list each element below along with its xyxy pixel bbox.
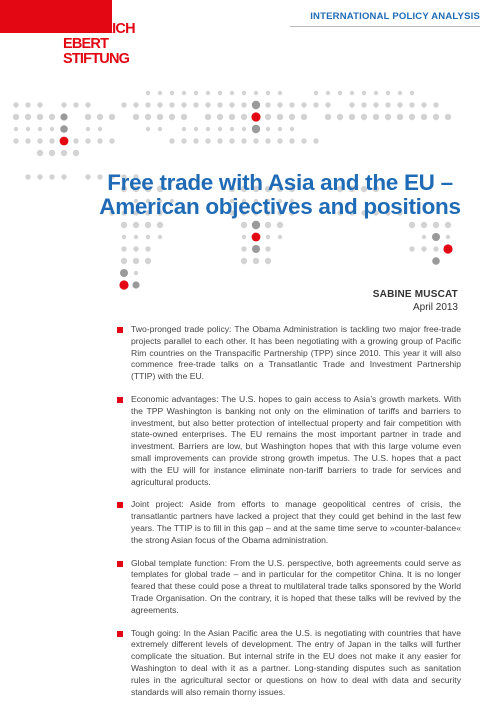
map-dot bbox=[253, 258, 259, 264]
map-dot bbox=[241, 114, 247, 120]
map-dot bbox=[60, 113, 67, 120]
map-dot bbox=[277, 114, 283, 120]
list-item bbox=[131, 394, 461, 488]
map-dot bbox=[146, 91, 150, 95]
bullet-text: Global template function: From the U.S. perspective, both agreements could serve as templates for global trade – and in particular for the competitor China. It is no longer feared that these could pose a threat to multilateral trade talks sponsored by the World Trade Organisation. On the contrary, it is hoped that these talks will be revived by the agreements. bbox=[131, 557, 461, 615]
map-dot bbox=[61, 150, 67, 156]
map-dot bbox=[38, 127, 42, 131]
map-dot bbox=[182, 127, 186, 131]
map-dot bbox=[217, 138, 222, 143]
map-dot bbox=[121, 246, 126, 251]
map-dot-highlight bbox=[443, 244, 452, 253]
map-dot bbox=[445, 114, 451, 120]
map-dot bbox=[266, 91, 270, 95]
map-dot bbox=[158, 127, 162, 131]
map-dot bbox=[193, 138, 198, 143]
map-dot bbox=[433, 102, 438, 107]
map-dot bbox=[133, 258, 139, 264]
map-dot bbox=[170, 91, 174, 95]
map-dot-highlight bbox=[60, 137, 69, 146]
map-dot bbox=[49, 114, 55, 120]
map-dot bbox=[134, 271, 138, 275]
map-dot bbox=[49, 150, 55, 156]
map-dot bbox=[397, 114, 403, 120]
map-dot bbox=[145, 114, 151, 120]
map-dot bbox=[13, 102, 18, 107]
page-title bbox=[80, 171, 480, 219]
map-dot bbox=[230, 127, 234, 131]
map-dot bbox=[181, 114, 187, 120]
map-dot bbox=[289, 102, 294, 107]
map-dot bbox=[122, 235, 126, 239]
map-dot bbox=[25, 114, 31, 120]
map-dot bbox=[229, 102, 234, 107]
map-dot bbox=[266, 235, 270, 239]
map-dot bbox=[252, 125, 260, 133]
map-dot bbox=[37, 174, 42, 179]
map-dot bbox=[325, 102, 330, 107]
map-dot bbox=[242, 235, 246, 239]
map-dot bbox=[397, 102, 402, 107]
summary-list bbox=[131, 324, 461, 709]
map-dot bbox=[133, 114, 139, 120]
map-dot bbox=[265, 102, 270, 107]
map-dot bbox=[193, 102, 198, 107]
map-dot bbox=[314, 91, 318, 95]
map-dot bbox=[97, 114, 103, 120]
map-dot bbox=[266, 127, 270, 131]
map-dot bbox=[146, 127, 150, 131]
map-dot bbox=[361, 114, 367, 120]
map-dot bbox=[109, 114, 115, 120]
map-dot-highlight bbox=[119, 280, 128, 289]
map-dot bbox=[386, 91, 390, 95]
map-dot bbox=[169, 138, 174, 143]
map-dot bbox=[373, 102, 378, 107]
map-dot bbox=[73, 102, 78, 107]
map-dot bbox=[373, 114, 379, 120]
map-dot bbox=[432, 233, 440, 241]
map-dot bbox=[422, 235, 426, 239]
map-dot bbox=[433, 246, 438, 251]
map-dot bbox=[181, 138, 186, 143]
map-dot bbox=[37, 114, 43, 120]
map-dot bbox=[134, 235, 138, 239]
map-dot bbox=[278, 235, 282, 239]
map-dot bbox=[265, 114, 271, 120]
map-dot bbox=[133, 222, 139, 228]
map-dot bbox=[252, 245, 260, 253]
title-line-1: Free trade with Asia and the EU – bbox=[107, 170, 453, 195]
map-dot bbox=[421, 222, 427, 228]
map-dot bbox=[194, 91, 198, 95]
map-dot bbox=[409, 246, 414, 251]
map-dot bbox=[181, 102, 186, 107]
map-dot bbox=[230, 91, 234, 95]
map-dot bbox=[409, 114, 415, 120]
map-dot bbox=[241, 102, 246, 107]
map-dot bbox=[85, 102, 90, 107]
map-dot bbox=[265, 246, 270, 251]
list-item bbox=[131, 324, 461, 383]
map-dot bbox=[301, 114, 307, 120]
map-dot bbox=[289, 138, 294, 143]
map-dot bbox=[301, 138, 306, 143]
map-dot bbox=[157, 102, 162, 107]
map-dot bbox=[132, 281, 139, 288]
map-dot bbox=[242, 127, 246, 131]
bullet-text: Tough going: In the Asian Pacific area the U.S. is negotiating with countries that have extremely different levels of development. The entry of Japan in the talks will further complicate the situation. But internal strife in the EU does not make it any easier for Washington to deal with it as a partner. Long-standing disputes such as sanitation rules in the agricultural sector or questions on how to deal with data and security standards will also remain thorny issues. bbox=[131, 627, 461, 697]
bullet-text: Two-pronged trade policy: The Obama Administration is tackling two major free-trade projects parallel to each other. It has been negotiating with a growing group of Pacific Rim countries on the Transpacific Partnership (TPP) since 2010. This year it will also commence free-trade talks on a Transatlantic Trade and Investment Partnership (TTIP) with the EU. bbox=[131, 324, 461, 382]
map-dot bbox=[410, 91, 414, 95]
map-dot bbox=[109, 138, 114, 143]
map-dot bbox=[61, 102, 66, 107]
map-dot bbox=[85, 114, 91, 120]
map-dot bbox=[421, 102, 426, 107]
map-dot bbox=[252, 221, 260, 229]
map-dot bbox=[25, 138, 30, 143]
bullet-square-icon bbox=[117, 561, 123, 567]
map-dot bbox=[385, 102, 390, 107]
fes-logo bbox=[63, 22, 153, 67]
list-item bbox=[131, 628, 461, 699]
bullet-square-icon bbox=[117, 502, 123, 508]
map-dot bbox=[121, 102, 126, 107]
bullet-square-icon bbox=[117, 327, 123, 333]
map-dot bbox=[432, 257, 440, 265]
map-dot bbox=[361, 102, 366, 107]
map-dot bbox=[73, 138, 78, 143]
map-dot bbox=[50, 127, 54, 131]
map-dot bbox=[217, 114, 223, 120]
map-dot bbox=[133, 102, 138, 107]
map-dot bbox=[37, 150, 43, 156]
map-dot bbox=[446, 235, 450, 239]
map-dot bbox=[194, 127, 198, 131]
map-dot bbox=[49, 174, 54, 179]
map-dot bbox=[421, 246, 426, 251]
map-dot bbox=[25, 174, 30, 179]
map-dot bbox=[37, 102, 42, 107]
header-divider bbox=[290, 26, 480, 27]
map-dot bbox=[14, 127, 18, 131]
map-dot-highlight bbox=[252, 233, 261, 242]
map-dot bbox=[205, 138, 210, 143]
map-dot bbox=[265, 222, 271, 228]
map-dot bbox=[97, 138, 102, 143]
map-dot bbox=[145, 102, 150, 107]
map-dot bbox=[25, 102, 30, 107]
map-dot bbox=[337, 114, 343, 120]
logo-line-3: STIFTUNG bbox=[63, 51, 130, 67]
map-dot bbox=[252, 101, 260, 109]
map-dot bbox=[433, 222, 439, 228]
map-dot bbox=[73, 150, 79, 156]
map-dot bbox=[445, 222, 451, 228]
map-dot bbox=[301, 102, 306, 107]
map-dot bbox=[278, 91, 282, 95]
map-dot bbox=[241, 222, 247, 228]
map-dot bbox=[290, 127, 294, 131]
bullet-square-icon bbox=[117, 631, 123, 637]
list-item bbox=[131, 499, 461, 546]
map-dot bbox=[277, 138, 282, 143]
bullet-square-icon bbox=[117, 397, 123, 403]
map-dot bbox=[206, 127, 210, 131]
map-dot bbox=[120, 269, 128, 277]
map-dot bbox=[241, 258, 247, 264]
map-dot bbox=[217, 102, 222, 107]
map-dot bbox=[398, 91, 402, 95]
map-dot bbox=[421, 114, 427, 120]
map-dot bbox=[229, 138, 234, 143]
map-dot bbox=[313, 138, 318, 143]
map-dot bbox=[362, 91, 366, 95]
map-dot bbox=[13, 114, 19, 120]
map-dot bbox=[218, 91, 222, 95]
series-title: INTERNATIONAL POLICY ANALYSIS bbox=[310, 11, 480, 22]
map-dot bbox=[242, 91, 246, 95]
map-dot bbox=[253, 138, 258, 143]
map-dot bbox=[169, 114, 175, 120]
map-dot bbox=[313, 102, 318, 107]
map-dot bbox=[98, 127, 102, 131]
map-dot bbox=[326, 91, 330, 95]
map-dot bbox=[409, 102, 414, 107]
map-dot bbox=[350, 91, 354, 95]
author-name: SABINE MUSCAT bbox=[372, 289, 458, 300]
map-dot bbox=[229, 114, 235, 120]
logo-line-1: FRIEDRICH bbox=[63, 21, 135, 37]
map-dot bbox=[265, 138, 270, 143]
map-dot bbox=[374, 91, 378, 95]
map-dot bbox=[121, 258, 127, 264]
map-dot bbox=[121, 222, 127, 228]
map-dot bbox=[205, 102, 210, 107]
map-dot bbox=[61, 174, 66, 179]
map-dot bbox=[206, 91, 210, 95]
map-dot bbox=[157, 222, 163, 228]
bullet-text: Joint project: Aside from efforts to manage geopolitical centres of crisis, the transatlantic partners have lacked a project that they could get behind in the last few years. The TTIP is to fill in this gap – and at the same time serve to »counter-balance« the strong Asian focus of the Obama administration. bbox=[131, 499, 461, 545]
map-dot bbox=[278, 127, 282, 131]
logo-line-2: EBERT bbox=[63, 36, 109, 52]
map-dot bbox=[409, 222, 415, 228]
list-item bbox=[131, 558, 461, 617]
map-dot bbox=[338, 91, 342, 95]
map-dot bbox=[158, 91, 162, 95]
map-dot bbox=[169, 102, 174, 107]
map-dot bbox=[241, 246, 246, 251]
map-dot bbox=[145, 246, 150, 251]
map-dot bbox=[26, 127, 30, 131]
map-dot bbox=[241, 138, 246, 143]
title-line-2: American objectives and positions bbox=[99, 194, 461, 219]
map-dot bbox=[277, 222, 283, 228]
map-dot bbox=[265, 258, 271, 264]
map-dot bbox=[182, 91, 186, 95]
map-dot bbox=[49, 138, 54, 143]
map-dot bbox=[37, 138, 42, 143]
map-dot bbox=[86, 127, 90, 131]
map-dot bbox=[277, 102, 282, 107]
map-dot bbox=[254, 91, 258, 95]
map-dot bbox=[289, 114, 295, 120]
map-dot bbox=[85, 138, 90, 143]
map-dot bbox=[385, 114, 391, 120]
map-dot bbox=[325, 114, 331, 120]
map-dot bbox=[218, 127, 222, 131]
map-dot bbox=[145, 258, 151, 264]
map-dot bbox=[349, 102, 354, 107]
map-dot bbox=[133, 246, 138, 251]
map-dot bbox=[146, 235, 150, 239]
map-dot bbox=[205, 114, 211, 120]
map-dot bbox=[349, 114, 355, 120]
map-dot bbox=[60, 125, 68, 133]
map-dot-highlight bbox=[251, 112, 260, 121]
map-dot bbox=[158, 235, 162, 239]
publication-date: April 2013 bbox=[412, 302, 458, 313]
map-dot bbox=[433, 114, 439, 120]
map-dot bbox=[145, 222, 151, 228]
map-dot bbox=[13, 138, 18, 143]
map-dot bbox=[157, 114, 163, 120]
bullet-text: Economic advantages: The U.S. hopes to gain access to Asia’s growth markets. With the TPP Washington is banking not only on the elimination of tariffs and barriers to investment, but also better protection of intellectual property and fair competition with state-owned enterprises. The EU remains the most important partner in trade and investment. Barriers are low, but Washington hopes that with this large volume even small improvements can provide strong growth impetus. The U.S. hopes that a pact with the EU will for instance eliminate non-tariff barriers to trade for services and agricultural products. bbox=[131, 393, 461, 487]
